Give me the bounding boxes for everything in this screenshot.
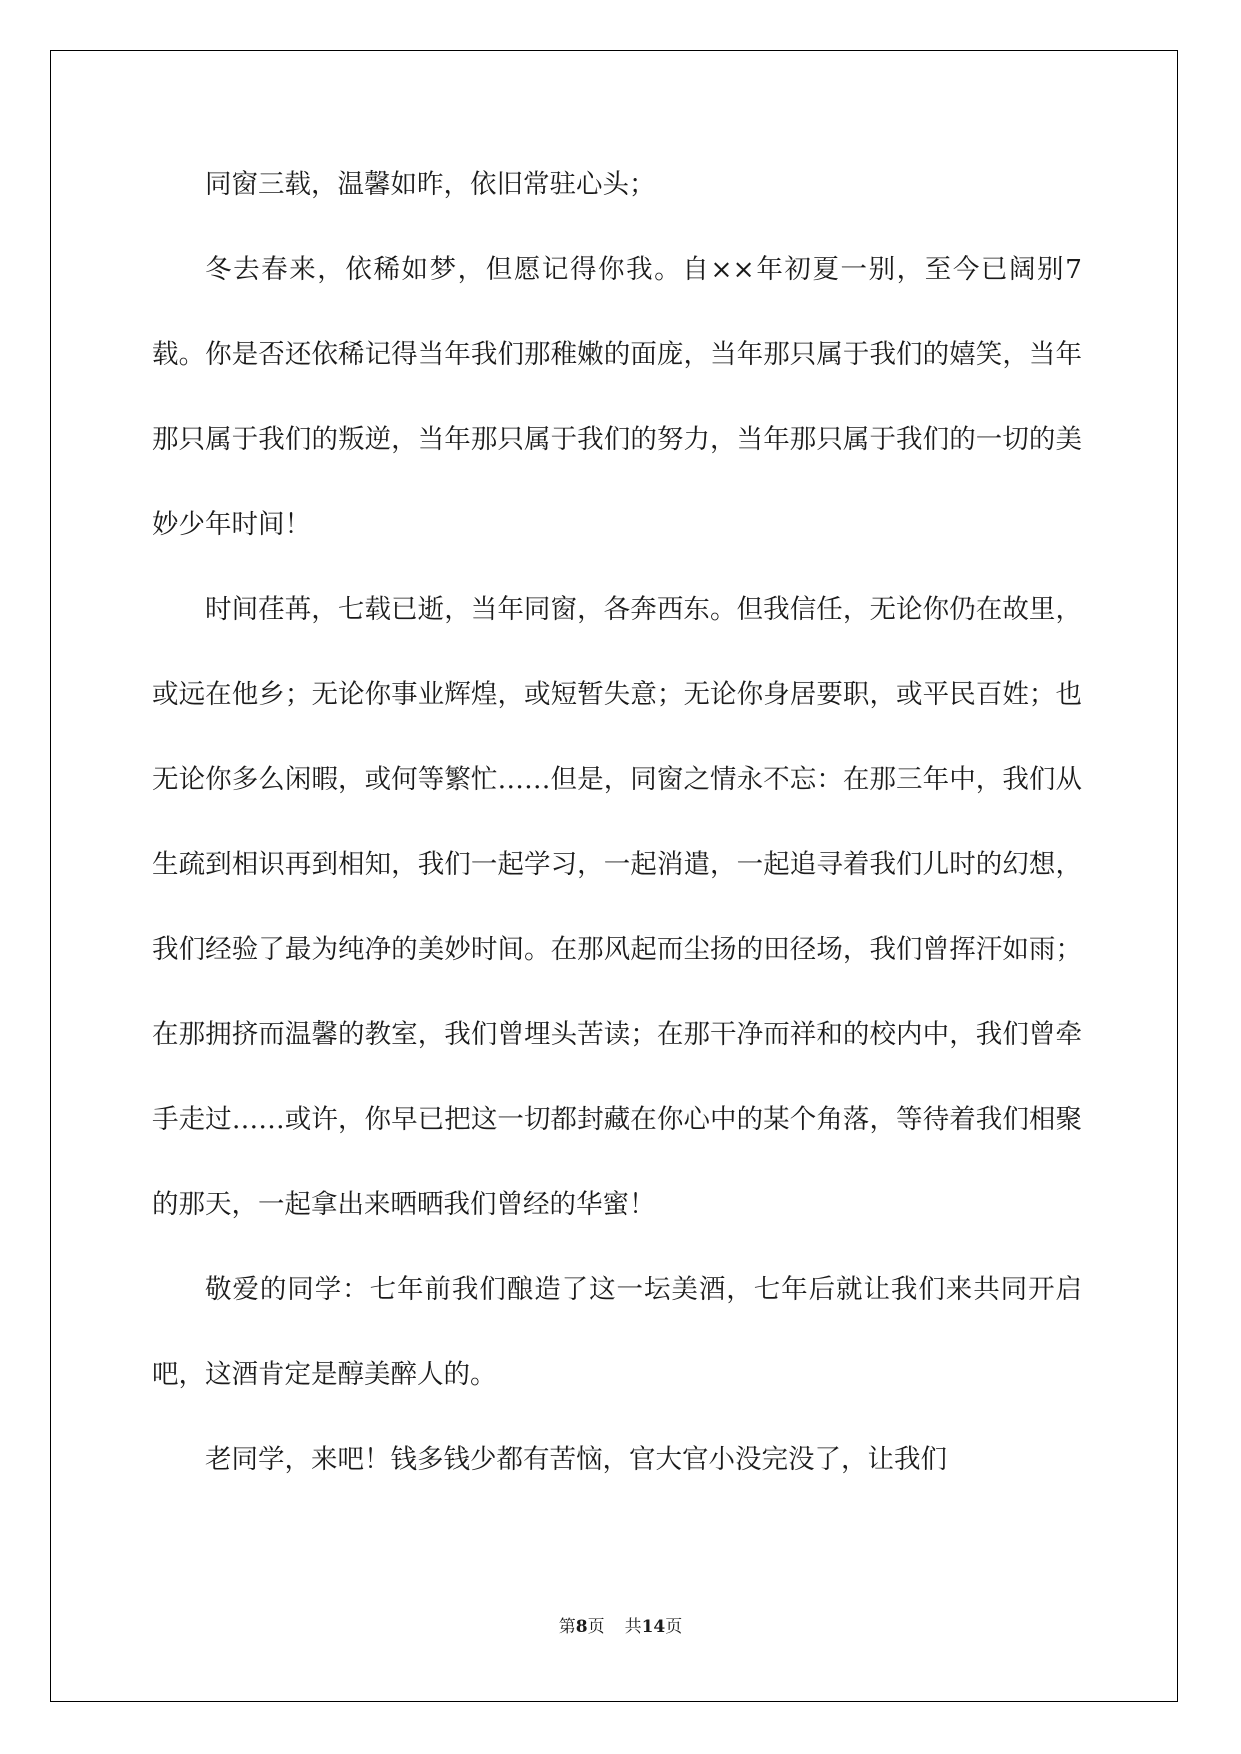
total-prefix: 共 [624,1617,642,1637]
paragraph-4: 敬爱的同学：七年前我们酿造了这一坛美酒，七年后就让我们来共同开启吧，这酒肯定是醇美醉人的。 [152,1274,1082,1390]
paragraph-1: 同窗三载，温馨如昨，依旧常驻心头； [205,169,656,200]
page-number: 8 [575,1617,588,1637]
document-body [152,142,1082,1502]
page-prefix: 第 [558,1617,576,1637]
paragraph-5: 老同学，来吧！钱多钱少都有苦恼，官大官小没完没了，让我们 [205,1444,947,1475]
total-suffix: 页 [665,1617,683,1637]
page-suffix: 页 [587,1617,605,1637]
page-footer [0,1612,1241,1637]
total-pages: 14 [641,1617,666,1637]
paragraph-2: 冬去春来，依稀如梦，但愿记得你我。自××年初夏一别，至今已阔别7载。你是否还依稀记得当年我们那稚嫩的面庞，当年那只属于我们的嬉笑，当年那只属于我们的叛逆，当年那只属于我们的努力，当年那只属于我们的一切的美妙少年时间！ [152,254,1082,540]
paragraph-3: 时间荏苒，七载已逝，当年同窗，各奔西东。但我信任，无论你仍在故里，或远在他乡；无论你事业辉煌，或短暂失意；无论你身居要职，或平民百姓；也无论你多么闲暇，或何等繁忙……但是，同窗之情永不忘：在那三年中，我们从生疏到相识再到相知，我们一起学习，一起消遣，一起追寻着我们儿时的幻想，我们经验了最为纯净的美妙时间。在那风起而尘扬的田径场，我们曾挥汗如雨；在那拥挤而温馨的教室，我们曾埋头苦读；在那干净而祥和的校内中，我们曾牵手走过……或许，你早已把这一切都封藏在你心中的某个角落，等待着我们相聚的那天，一起拿出来晒晒我们曾经的华蜜！ [152,594,1082,1220]
